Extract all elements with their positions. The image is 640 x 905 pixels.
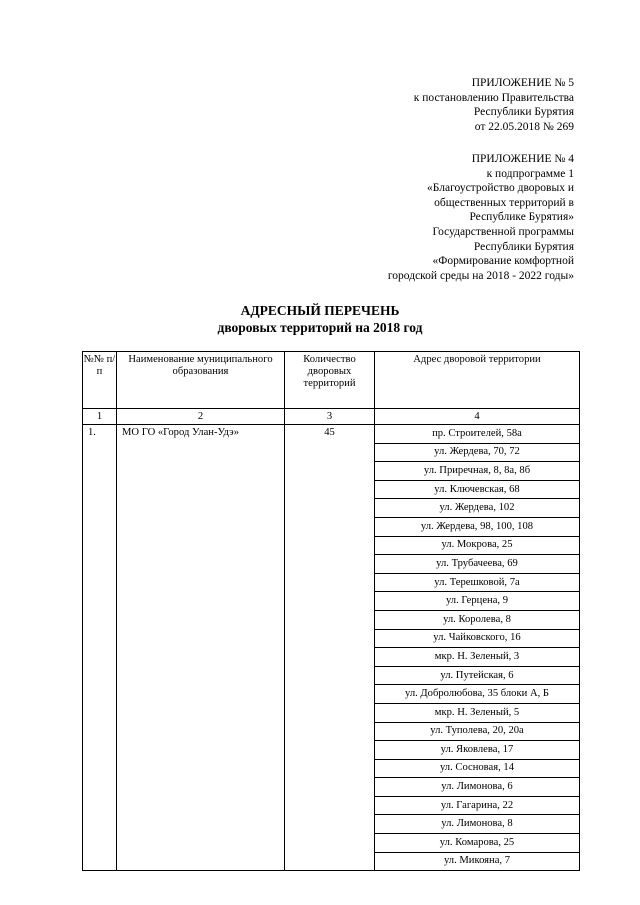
address-cell: ул. Приречная, 8, 8а, 8б <box>375 462 580 481</box>
annex-main-line: ПРИЛОЖЕНИЕ № 5 <box>471 77 574 89</box>
address-cell: ул. Чайковского, 16 <box>375 629 580 648</box>
address-cell: ул. Гагарина, 22 <box>375 796 580 815</box>
row-municipality: МО ГО «Город Улан-Удэ» <box>117 425 285 871</box>
header-address: Адрес дворовой территории <box>375 352 580 409</box>
header-index: №№ п/п <box>83 352 117 409</box>
column-number: 2 <box>117 409 285 425</box>
address-cell: ул. Микояна, 7 <box>375 852 580 871</box>
address-cell: ул. Путейская, 6 <box>375 666 580 685</box>
annex-sub-line: общественных территорий в <box>434 196 574 209</box>
annex-sub-line: Государственной программы <box>432 225 574 238</box>
row-count: 45 <box>285 425 375 871</box>
address-cell: ул. Комарова, 25 <box>375 834 580 853</box>
annex-sub-line: ПРИЛОЖЕНИЕ № 4 <box>471 153 574 165</box>
address-cell: ул. Жердева, 98, 100, 108 <box>375 517 580 536</box>
annex-sub-line: городской среды на 2018 - 2022 годы» <box>387 269 574 282</box>
address-cell: ул. Туполева, 20, 20а <box>375 722 580 741</box>
annex-sub-line: к подпрограмме 1 <box>486 167 574 180</box>
header-count: Количество дворовых территорий <box>285 352 375 409</box>
annex-sub-line: Республике Бурятия» <box>469 211 574 224</box>
address-cell: ул. Жердева, 70, 72 <box>375 443 580 462</box>
column-number-row <box>83 409 580 425</box>
title-line-2: дворовых территорий на 2018 год <box>217 320 423 335</box>
address-cell: мкр. Н. Зеленый, 5 <box>375 703 580 722</box>
column-number: 3 <box>285 409 375 425</box>
address-cell: ул. Жердева, 102 <box>375 499 580 518</box>
address-cell: ул. Терешковой, 7а <box>375 573 580 592</box>
column-number: 4 <box>375 409 580 425</box>
document-title <box>0 302 640 336</box>
table-header-row <box>83 352 580 409</box>
header-municipality: Наименование муниципального образования <box>117 352 285 409</box>
annex-sub-block <box>388 152 574 283</box>
address-cell: ул. Ключевская, 68 <box>375 480 580 499</box>
annex-main-line: к постановлению Правительства <box>413 91 574 104</box>
annex-sub-line: «Благоустройство дворовых и <box>427 182 574 195</box>
address-cell: ул. Лимонова, 8 <box>375 815 580 834</box>
address-table <box>82 351 580 871</box>
column-number: 1 <box>83 409 117 425</box>
address-cell: ул. Добролюбова, 35 блоки А, Б <box>375 685 580 704</box>
address-cell: ул. Мокрова, 25 <box>375 536 580 555</box>
row-index: 1. <box>83 425 117 871</box>
address-cell: ул. Лимонова, 6 <box>375 778 580 797</box>
annex-main-block <box>414 76 574 134</box>
address-cell: мкр. Н. Зеленый, 3 <box>375 648 580 667</box>
table-row <box>83 425 580 444</box>
annex-sub-line: Республики Бурятия <box>473 240 574 253</box>
annex-main-line: от 22.05.2018 № 269 <box>474 120 574 133</box>
annex-sub-line: «Формирование комфортной <box>432 255 574 268</box>
address-cell: ул. Яковлева, 17 <box>375 741 580 760</box>
address-cell: ул. Королева, 8 <box>375 610 580 629</box>
annex-main-line: Республики Бурятия <box>473 106 574 119</box>
address-cell: ул. Сосновая, 14 <box>375 759 580 778</box>
address-cell: ул. Трубачеева, 69 <box>375 555 580 574</box>
title-line-1: АДРЕСНЫЙ ПЕРЕЧЕНЬ <box>240 303 400 318</box>
address-cell: ул. Герцена, 9 <box>375 592 580 611</box>
address-cell: пр. Строителей, 58а <box>375 425 580 444</box>
